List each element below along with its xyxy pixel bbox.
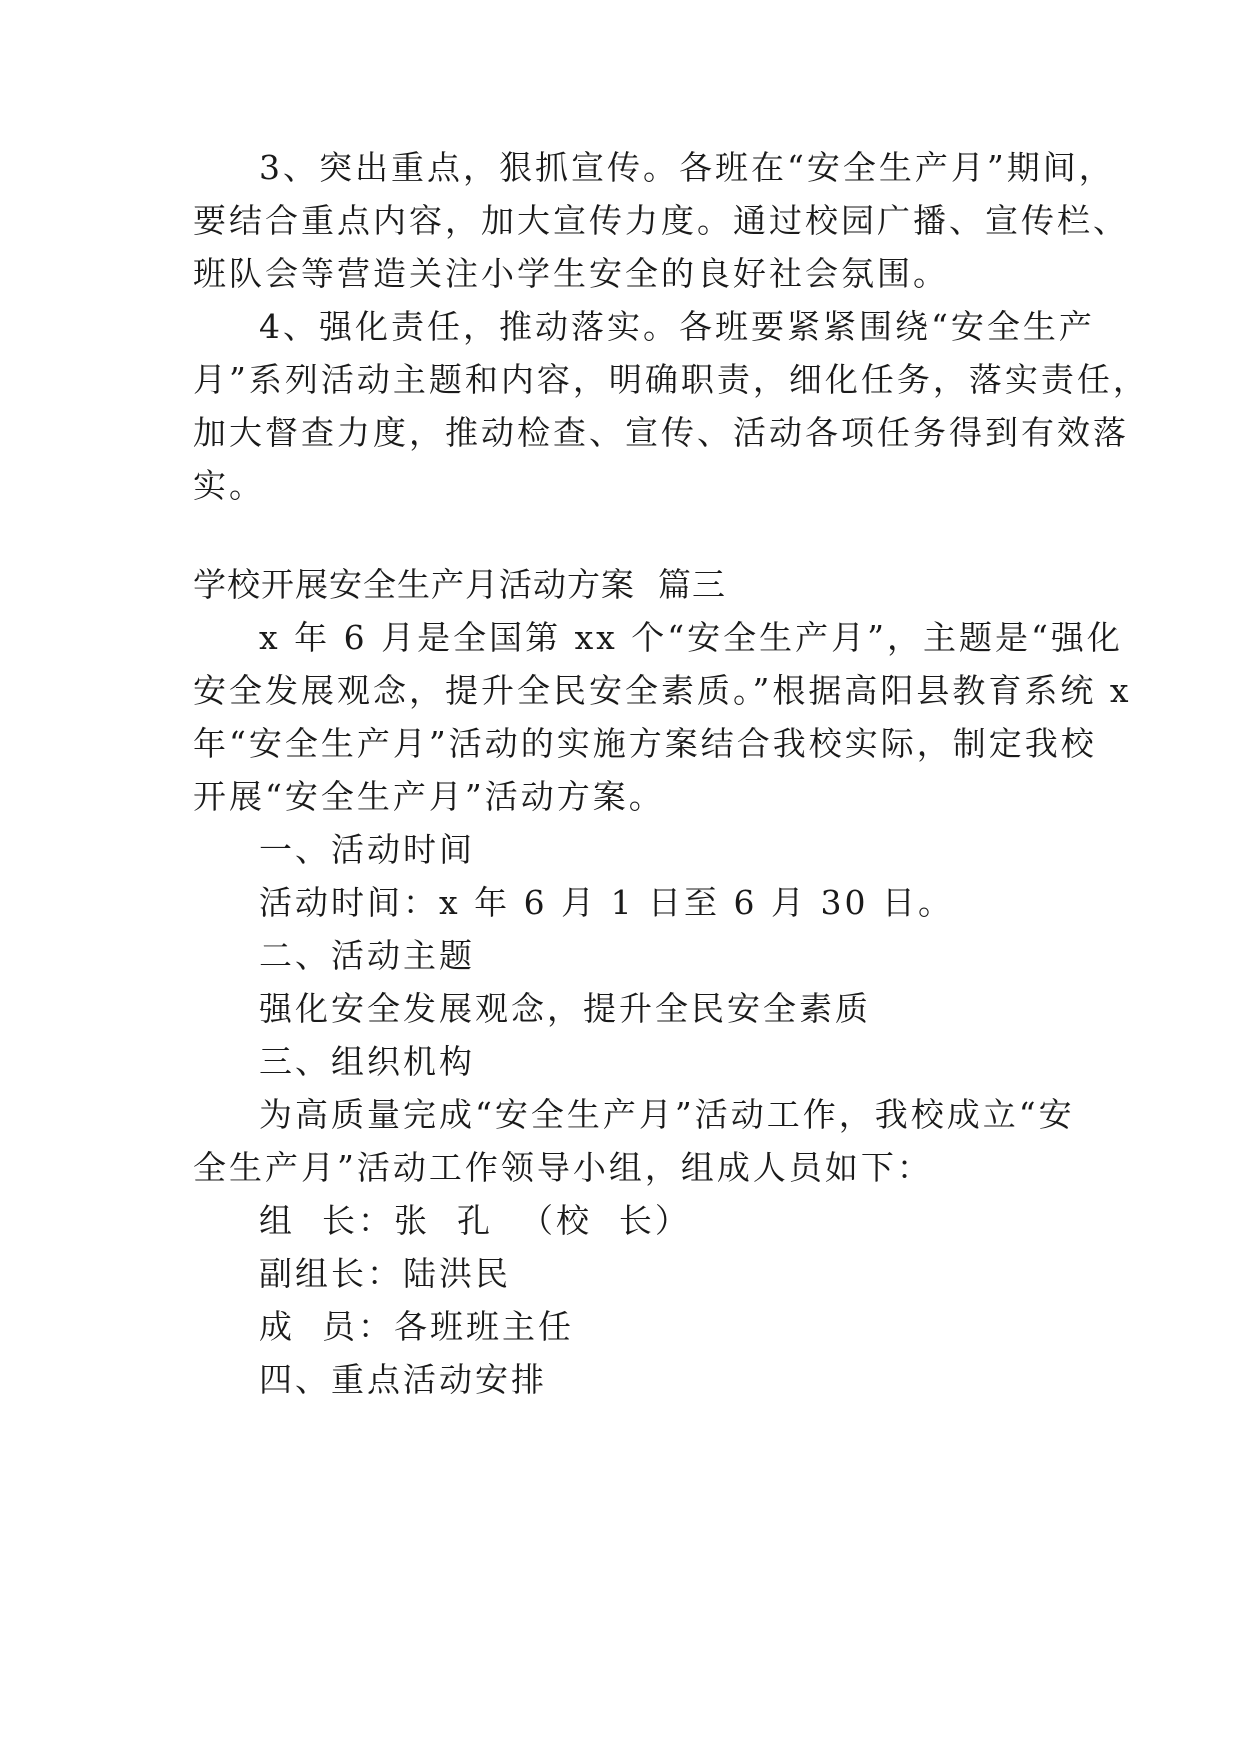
paragraph-line: x 年 6 月是全国第 xx 个“安全生产月”，主题是“强化 [259,618,1123,657]
subheading: 四、重点活动安排 [259,1360,547,1399]
member-line: 成 员：各班班主任 [259,1307,574,1346]
subheading: 一、活动时间 [259,830,475,869]
paragraph-line: 安全发展观念，提升全民安全素质。”根据高阳县教育系统 x [193,671,1132,710]
paragraph-line: 实。 [193,466,265,505]
member-line: 组 长：张 孔 （校 长） [259,1201,691,1240]
paragraph-line: 活动时间：x 年 6 月 1 日至 6 月 30 日。 [259,883,954,922]
paragraph-line: 月”系列活动主题和内容，明确职责，细化任务，落实责任， [193,360,1149,399]
paragraph-line: 班队会等营造关注小学生安全的良好社会氛围。 [193,254,949,293]
section-heading: 学校开展安全生产月活动方案 篇三 [193,565,726,604]
paragraph-line: 年“安全生产月”活动的实施方案结合我校实际，制定我校 [193,724,1097,763]
paragraph-line: 3、突出重点，狠抓宣传。各班在“安全生产月”期间， [259,148,1115,187]
paragraph-line: 4、强化责任，推动落实。各班要紧紧围绕“安全生产 [259,307,1095,346]
subheading: 三、组织机构 [259,1042,475,1081]
paragraph-line: 要结合重点内容，加大宣传力度。通过校园广播、宣传栏、 [193,201,1129,240]
paragraph-line: 加大督查力度，推动检查、宣传、活动各项任务得到有效落 [193,413,1129,452]
member-line: 副组长：陆洪民 [259,1254,511,1293]
paragraph-line: 强化安全发展观念，提升全民安全素质 [259,989,871,1028]
paragraph-line: 全生产月”活动工作领导小组，组成人员如下： [193,1148,933,1187]
paragraph-line: 开展“安全生产月”活动方案。 [193,777,665,816]
subheading: 二、活动主题 [259,936,475,975]
paragraph-line: 为高质量完成“安全生产月”活动工作，我校成立“安 [259,1095,1075,1134]
